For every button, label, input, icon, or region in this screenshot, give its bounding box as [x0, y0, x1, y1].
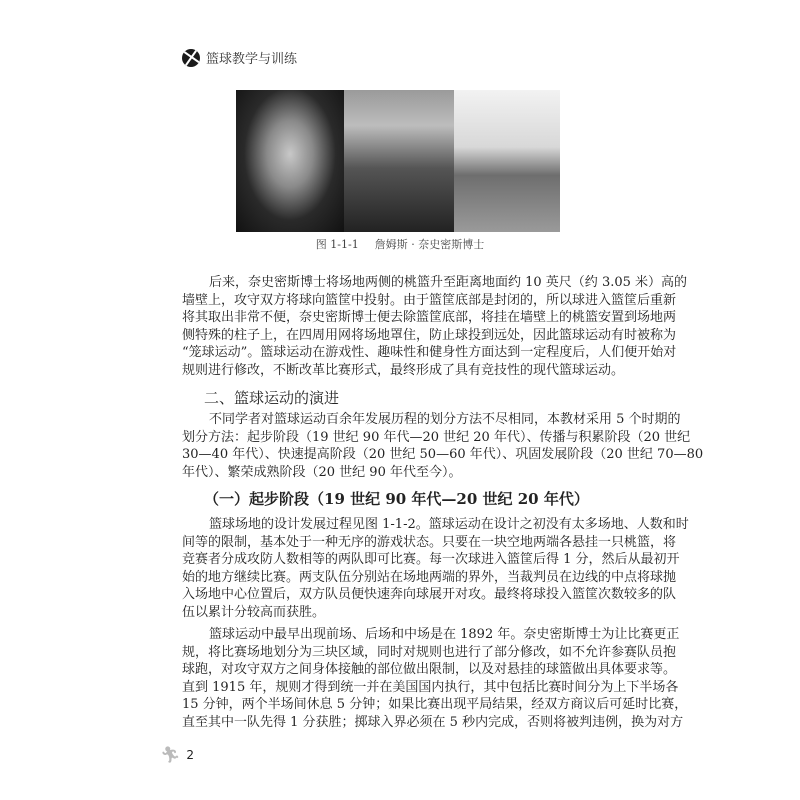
figure-title: 詹姆斯 · 奈史密斯博士 — [374, 238, 485, 251]
text-line: 划分方法：起步阶段（19 世纪 90 年代—20 世纪 20 年代）、传播与积累阶段（20 世纪 — [182, 429, 691, 445]
text-line: 30—40 年代）、快速提高阶段（20 世纪 50—60 年代）、巩固发展阶段（20 世纪 70—80 — [182, 447, 704, 463]
text-line: 直至其中一队先得 1 分获胜；掷球入界必须在 5 秒内完成，否则将被判违例，换为对方 — [182, 714, 684, 730]
text-line: 将其取出非常不便，奈史密斯博士便去除篮筐底部，将挂在墙壁上的桃篮安置到场地两 — [182, 310, 677, 326]
text-line: 球跑，对攻守双方之间身体接触的部位做出限制，以及对悬挂的球篮做出具体要求等。 — [182, 662, 677, 678]
figure-number: 图 1-1-1 — [315, 238, 359, 251]
text-line: 规，将比赛场地划分为三块区域，同时对规则也进行了部分修改，如不允许参赛队员抱 — [182, 644, 677, 660]
paragraph-3 — [182, 516, 689, 622]
paragraph-4 — [182, 626, 688, 732]
text-line: 15 分钟，两个半场间休息 5 分钟；如果比赛出现平局结果，经双方商议后可延时比赛， — [182, 697, 688, 713]
page-number: 2 — [186, 748, 194, 762]
text-line: 年代）、繁荣成熟阶段（20 世纪 90 年代至今）。 — [182, 464, 462, 480]
portrait-photo — [236, 90, 344, 232]
page-footer — [160, 746, 194, 764]
text-line: 间等的限制，基本处于一种无序的游戏状态。只要在一块空地两端各悬挂一只桃篮，将 — [182, 534, 677, 550]
text-line: 入场地中心位置后，双方队员便快速奔向球展开对攻。最终将球投入篮筐次数较多的队 — [182, 587, 677, 603]
basketball-icon — [182, 49, 200, 67]
text-line: 篮球运动中最早出现前场、后场和中场是在 1892 年。奈史密斯博士为让比赛更正 — [209, 627, 680, 642]
figure-caption — [0, 238, 800, 252]
photo-holding-ball — [344, 90, 454, 232]
text-line: 竞赛者分成攻防人数相等的两队即可比赛。每一次球进入篮筐后得 1 分，然后从最初开 — [182, 552, 680, 568]
runner-icon: 🏃︎ — [160, 745, 181, 764]
text-line: 侧特殊的柱子上，在四周用网将场地罩住，防止球投到远处，因此篮球运动有时被称为 — [182, 327, 677, 343]
text-line: 后来，奈史密斯博士将场地两侧的桃篮升至距离地面约 10 英尺（约 3.05 米）高的 — [209, 275, 688, 290]
text-line: 篮球场地的设计发展过程见图 1-1-2。篮球运动在设计之初没有太多场地、人数和时 — [209, 517, 689, 532]
paragraph-2 — [182, 411, 704, 481]
section-heading: 二、篮球运动的演进 — [204, 389, 340, 407]
book-title: 篮球教学与训练 — [206, 52, 298, 67]
paragraph-1 — [182, 274, 688, 380]
text-line: 墙壁上，攻守双方将球向篮筐中投射。由于篮筐底部是封闭的，所以球进入篮筐后重新 — [182, 292, 677, 308]
text-line: 伍以累计分较高而获胜。 — [182, 604, 326, 620]
text-line: 规则进行修改，不断改革比赛形式，最终形成了具有竞技性的现代篮球运动。 — [182, 362, 625, 378]
photo-with-basket — [454, 90, 560, 232]
text-line: 不同学者对篮球运动百余年发展历程的划分方法不尽相同，本教材采用 5 个时期的 — [209, 412, 681, 427]
subsection-heading: （一）起步阶段（19 世纪 90 年代—20 世纪 20 年代） — [204, 490, 589, 508]
text-line: 始的地方继续比赛。两支队伍分别站在场地两端的界外，当裁判员在边线的中点将球抛 — [182, 569, 677, 585]
figure-photos — [236, 90, 560, 232]
text-line: 直到 1915 年，规则才得到统一并在美国国内执行，其中包括比赛时间分为上下半场各 — [182, 679, 679, 695]
text-line: “笼球运动”。篮球运动在游戏性、趣味性和健身性方面达到一定程度后，人们便开始对 — [182, 345, 677, 361]
running-header — [182, 48, 297, 67]
